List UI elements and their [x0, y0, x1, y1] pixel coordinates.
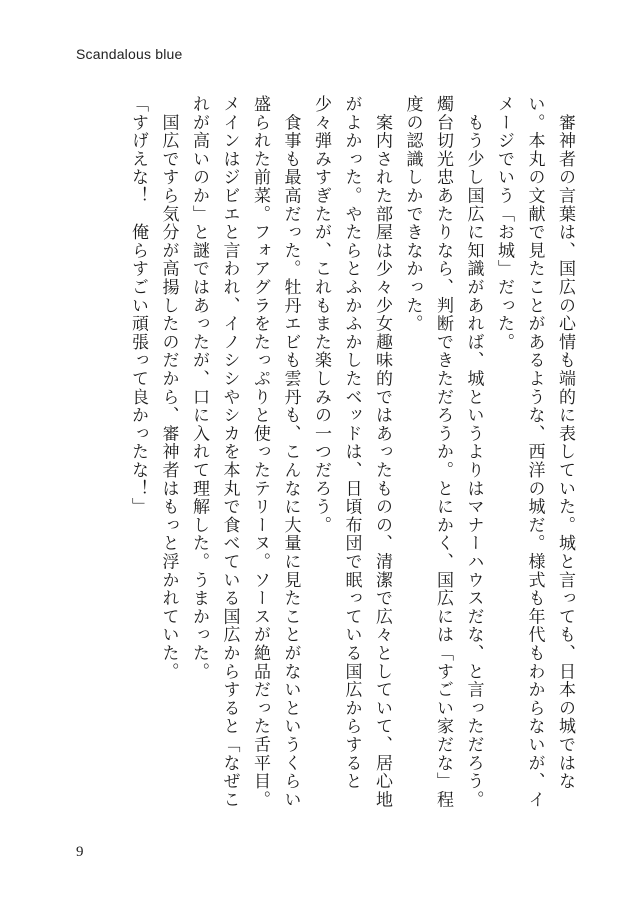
paragraph: 審神者の言葉は、国広の心情も端的に表していた。城と言っても、日本の城ではない。本丸の文献で見たことがあるような、西洋の城だ。様式も年代もわからないが、イメージでいう「お城」だった。	[494, 95, 575, 809]
paragraph: 国広ですら気分が高揚したのだから、審神者はもっと浮かれていた。	[158, 95, 179, 681]
paragraph: 案内された部屋は少々少女趣味的ではあったものの、清潔で広々としていて、居心地がよかった。やたらとふかふかしたベッドは、日頃布団で眠っている国広からすると少々弾みすぎたが、これもまた楽しみの一つだろう。	[311, 95, 392, 809]
paragraph: もう少し国広に知識があれば、城というよりはマナーハウスだな、と言っただろう。燭台切光忠あたりなら、判断できただろうか。とにかく、国広には「すごい家だな」程度の認識しかできなかった。	[402, 95, 484, 809]
paragraph: 食事も最高だった。牡丹エビも雲丹も、こんなに大量に見たことがないというくらい盛られた前菜。フォアグラをたっぷりと使ったテリーヌ。ソースが絶品だった舌平目。メインはジビエと言われ、イノシシやシカを本丸で食べている国広からすると「なぜこれが高いのか」と謎ではあったが、口に入れて理解した。うまかった。	[189, 95, 301, 809]
running-header-title: Scandalous blue	[76, 46, 183, 62]
vertical-body-text	[123, 95, 581, 815]
page-number: 9	[76, 844, 84, 860]
paragraph: 「すげえな！ 俺らすごい頑張って良かったな！」	[128, 95, 148, 516]
